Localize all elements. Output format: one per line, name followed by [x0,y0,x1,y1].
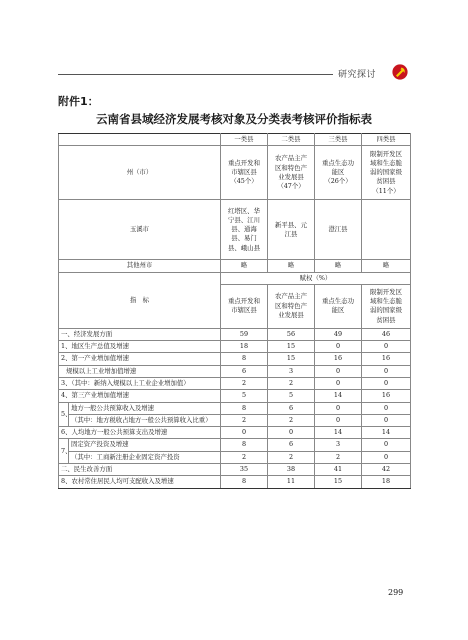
category-desc-row [59,146,411,200]
category-header-row [59,134,411,146]
indicator-row [59,414,411,426]
indicator-number: 5、 [59,402,69,427]
weight-value: 2 [315,451,362,463]
other-cities-row [59,260,411,272]
yuxi-class1-counties: 红塔区、华 宁县、江川 县、通海 县、易门 县、峨山县 [221,200,268,260]
weight-header-row [59,272,411,284]
other-cities-label: 其他州市 [59,260,221,272]
weight-value: 0 [315,414,362,426]
weight-value: 14 [315,427,362,439]
other-value: 略 [362,260,411,272]
weight-value: 14 [315,390,362,402]
weight-value: 0 [315,402,362,414]
weight-value: 38 [268,463,315,475]
indicator-row [59,353,411,365]
indicator-name: （其中：地方税收占地方一般公共预算收入比重） [69,414,221,426]
weight-value: 49 [315,328,362,340]
indicator-row [59,451,411,463]
weight-value: 3 [268,365,315,377]
weight-value: 0 [362,451,411,463]
weight-value: 46 [362,328,411,340]
other-value: 略 [268,260,315,272]
corner-cell [59,134,221,146]
page-number: 299 [388,588,404,597]
weight-value: 0 [221,427,268,439]
indicator-row [59,427,411,439]
weight-value: 42 [362,463,411,475]
weight-value: 16 [362,390,411,402]
weight-value: 6 [268,439,315,451]
indicator-row [59,328,411,340]
weight-value: 0 [362,439,411,451]
weight-value: 2 [268,451,315,463]
weight-desc: 重点开发和 市辖区县 [221,284,268,328]
header-rule [58,74,333,75]
category-desc: 重点生态功 能区 （26个） [315,146,362,200]
indicator-name: 规模以上工业增加值增速 [59,365,221,377]
weight-value: 2 [268,414,315,426]
weight-desc: 重点生态功 能区 [315,284,362,328]
weight-value: 8 [221,353,268,365]
yuxi-class3-counties: 澄江县 [315,200,362,260]
indicator-name: 8、农村常住居民人均可支配收入及增速 [59,476,221,488]
weight-value: 35 [221,463,268,475]
weight-value: 0 [315,365,362,377]
weight-value: 15 [315,476,362,488]
indicator-name: （其中：工商新注册企业固定资产投资 [69,451,221,463]
category-desc: 限制开发区 域和生态脆 弱的国家级 贫困县 （11个） [362,146,411,200]
yuxi-class4-counties [362,200,411,260]
weight-value: 0 [362,402,411,414]
category-desc: 农产品主产 区和特色产 业发展县 （47个） [268,146,315,200]
weight-value: 6 [268,402,315,414]
weight-value: 56 [268,328,315,340]
indicator-row [59,439,411,451]
indicator-row [59,377,411,389]
weight-value: 59 [221,328,268,340]
indicator-name: 2、第一产业增加值增速 [59,353,221,365]
weight-value: 18 [221,341,268,353]
indicator-name: 一、经济发展方面 [59,328,221,340]
weight-value: 18 [362,476,411,488]
weight-desc: 限制开发区 域和生态脆 弱的国家级 贫困县 [362,284,411,328]
weight-value: 0 [315,341,362,353]
weight-value: 0 [362,377,411,389]
indicator-name: 6、人均地方一般公共预算支出及增速 [59,427,221,439]
weight-value: 2 [221,451,268,463]
indicator-row [59,402,411,414]
weight-value: 2 [221,377,268,389]
weight-value: 2 [268,377,315,389]
category-header: 一类县 [221,134,268,146]
category-desc: 重点开发和 市辖区县 （45个） [221,146,268,200]
weight-value: 15 [268,341,315,353]
weight-value: 8 [221,439,268,451]
other-value: 略 [221,260,268,272]
weight-value: 2 [221,414,268,426]
weight-value: 16 [362,353,411,365]
indicator-row [59,390,411,402]
weight-value: 0 [268,427,315,439]
party-emblem-icon [392,64,408,80]
indicator-name: 固定资产投资及增速 [69,439,221,451]
indicator-name: 4、第三产业增加值增速 [59,390,221,402]
weight-desc: 农产品主产 区和特色产 业发展县 [268,284,315,328]
weight-value: 5 [268,390,315,402]
weight-value: 0 [362,414,411,426]
other-value: 略 [315,260,362,272]
zhou-label: 州（市） [59,146,221,200]
table-title: 云南省县域经济发展考核对象及分类表考核评价指标表 [96,112,372,126]
yuxi-label: 玉溪市 [59,200,221,260]
indicator-name: 二、民生改善方面 [59,463,221,475]
weight-value: 6 [221,365,268,377]
weight-value: 3 [315,439,362,451]
weight-value: 41 [315,463,362,475]
section-label: 研究探讨 [338,70,377,80]
weight-value: 5 [221,390,268,402]
evaluation-table [58,133,411,489]
weight-value: 8 [221,476,268,488]
appendix-label: 附件1： [58,95,99,108]
indicator-row [59,365,411,377]
indicator-name: 1、地区生产总值及增速 [59,341,221,353]
weight-value: 0 [315,377,362,389]
weight-value: 0 [362,341,411,353]
category-header: 四类县 [362,134,411,146]
category-header: 二类县 [268,134,315,146]
yuxi-class2-counties: 新平县、元 江县 [268,200,315,260]
weight-value: 14 [362,427,411,439]
indicator-label: 指 标 [59,272,221,328]
weight-value: 0 [362,365,411,377]
weight-header: 赋权（%） [221,272,411,284]
weight-value: 11 [268,476,315,488]
indicator-number: 7、 [59,439,69,464]
indicator-name: 地方一般公共预算收入及增速 [69,402,221,414]
indicator-name: 3、（其中：新纳入规模以上工业企业增加值） [59,377,221,389]
indicator-row [59,341,411,353]
indicator-row [59,463,411,475]
category-header: 三类县 [315,134,362,146]
indicator-row [59,476,411,488]
weight-value: 15 [268,353,315,365]
weight-value: 16 [315,353,362,365]
yuxi-row [59,200,411,260]
weight-value: 8 [221,402,268,414]
